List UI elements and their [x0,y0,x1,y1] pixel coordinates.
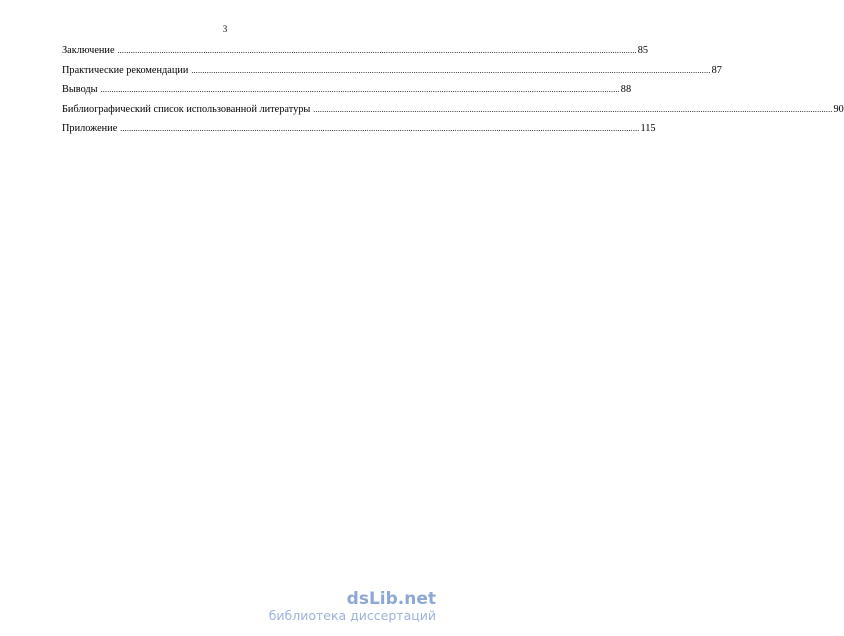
toc-entry-title: Выводы [62,84,98,96]
toc-entry-page: 115 [640,123,656,135]
toc-entry-findings [62,83,632,103]
table-of-contents [62,44,844,142]
toc-leader-dots: ............................................................................................................................................................................................................................................ [100,85,620,95]
toc-entry-bibliography [62,103,844,123]
toc-entry-title: Библиографический список использованной литературы [62,103,311,115]
toc-leader-dots: ............................................................................................................................................................................................................................................ [117,46,637,55]
toc-entry-title: Приложение [62,123,118,135]
toc-leader-dots: ............................................................................................................................................................................................................................................ [313,104,833,114]
page-number: 3 [222,24,228,34]
toc-entry-conclusion [62,44,649,64]
toc-entry-title: Практические рекомендации [62,64,189,76]
toc-entry-page: 90 [833,103,844,115]
watermark-subtitle: библиотека диссертаций [268,608,436,623]
toc-entry-page: 85 [637,45,649,56]
toc-entry-title: Заключение [62,45,115,56]
toc-entry-page: 87 [711,64,722,76]
site-watermark [236,590,436,623]
toc-leader-dots: ............................................................................................................................................................................................................................................ [120,124,640,134]
toc-entry-recommendations [62,64,722,84]
watermark-logo: dsLib.net [346,589,436,609]
toc-leader-dots: ............................................................................................................................................................................................................................................ [191,65,711,75]
toc-entry-appendix [62,122,656,142]
toc-entry-page: 88 [620,84,632,96]
